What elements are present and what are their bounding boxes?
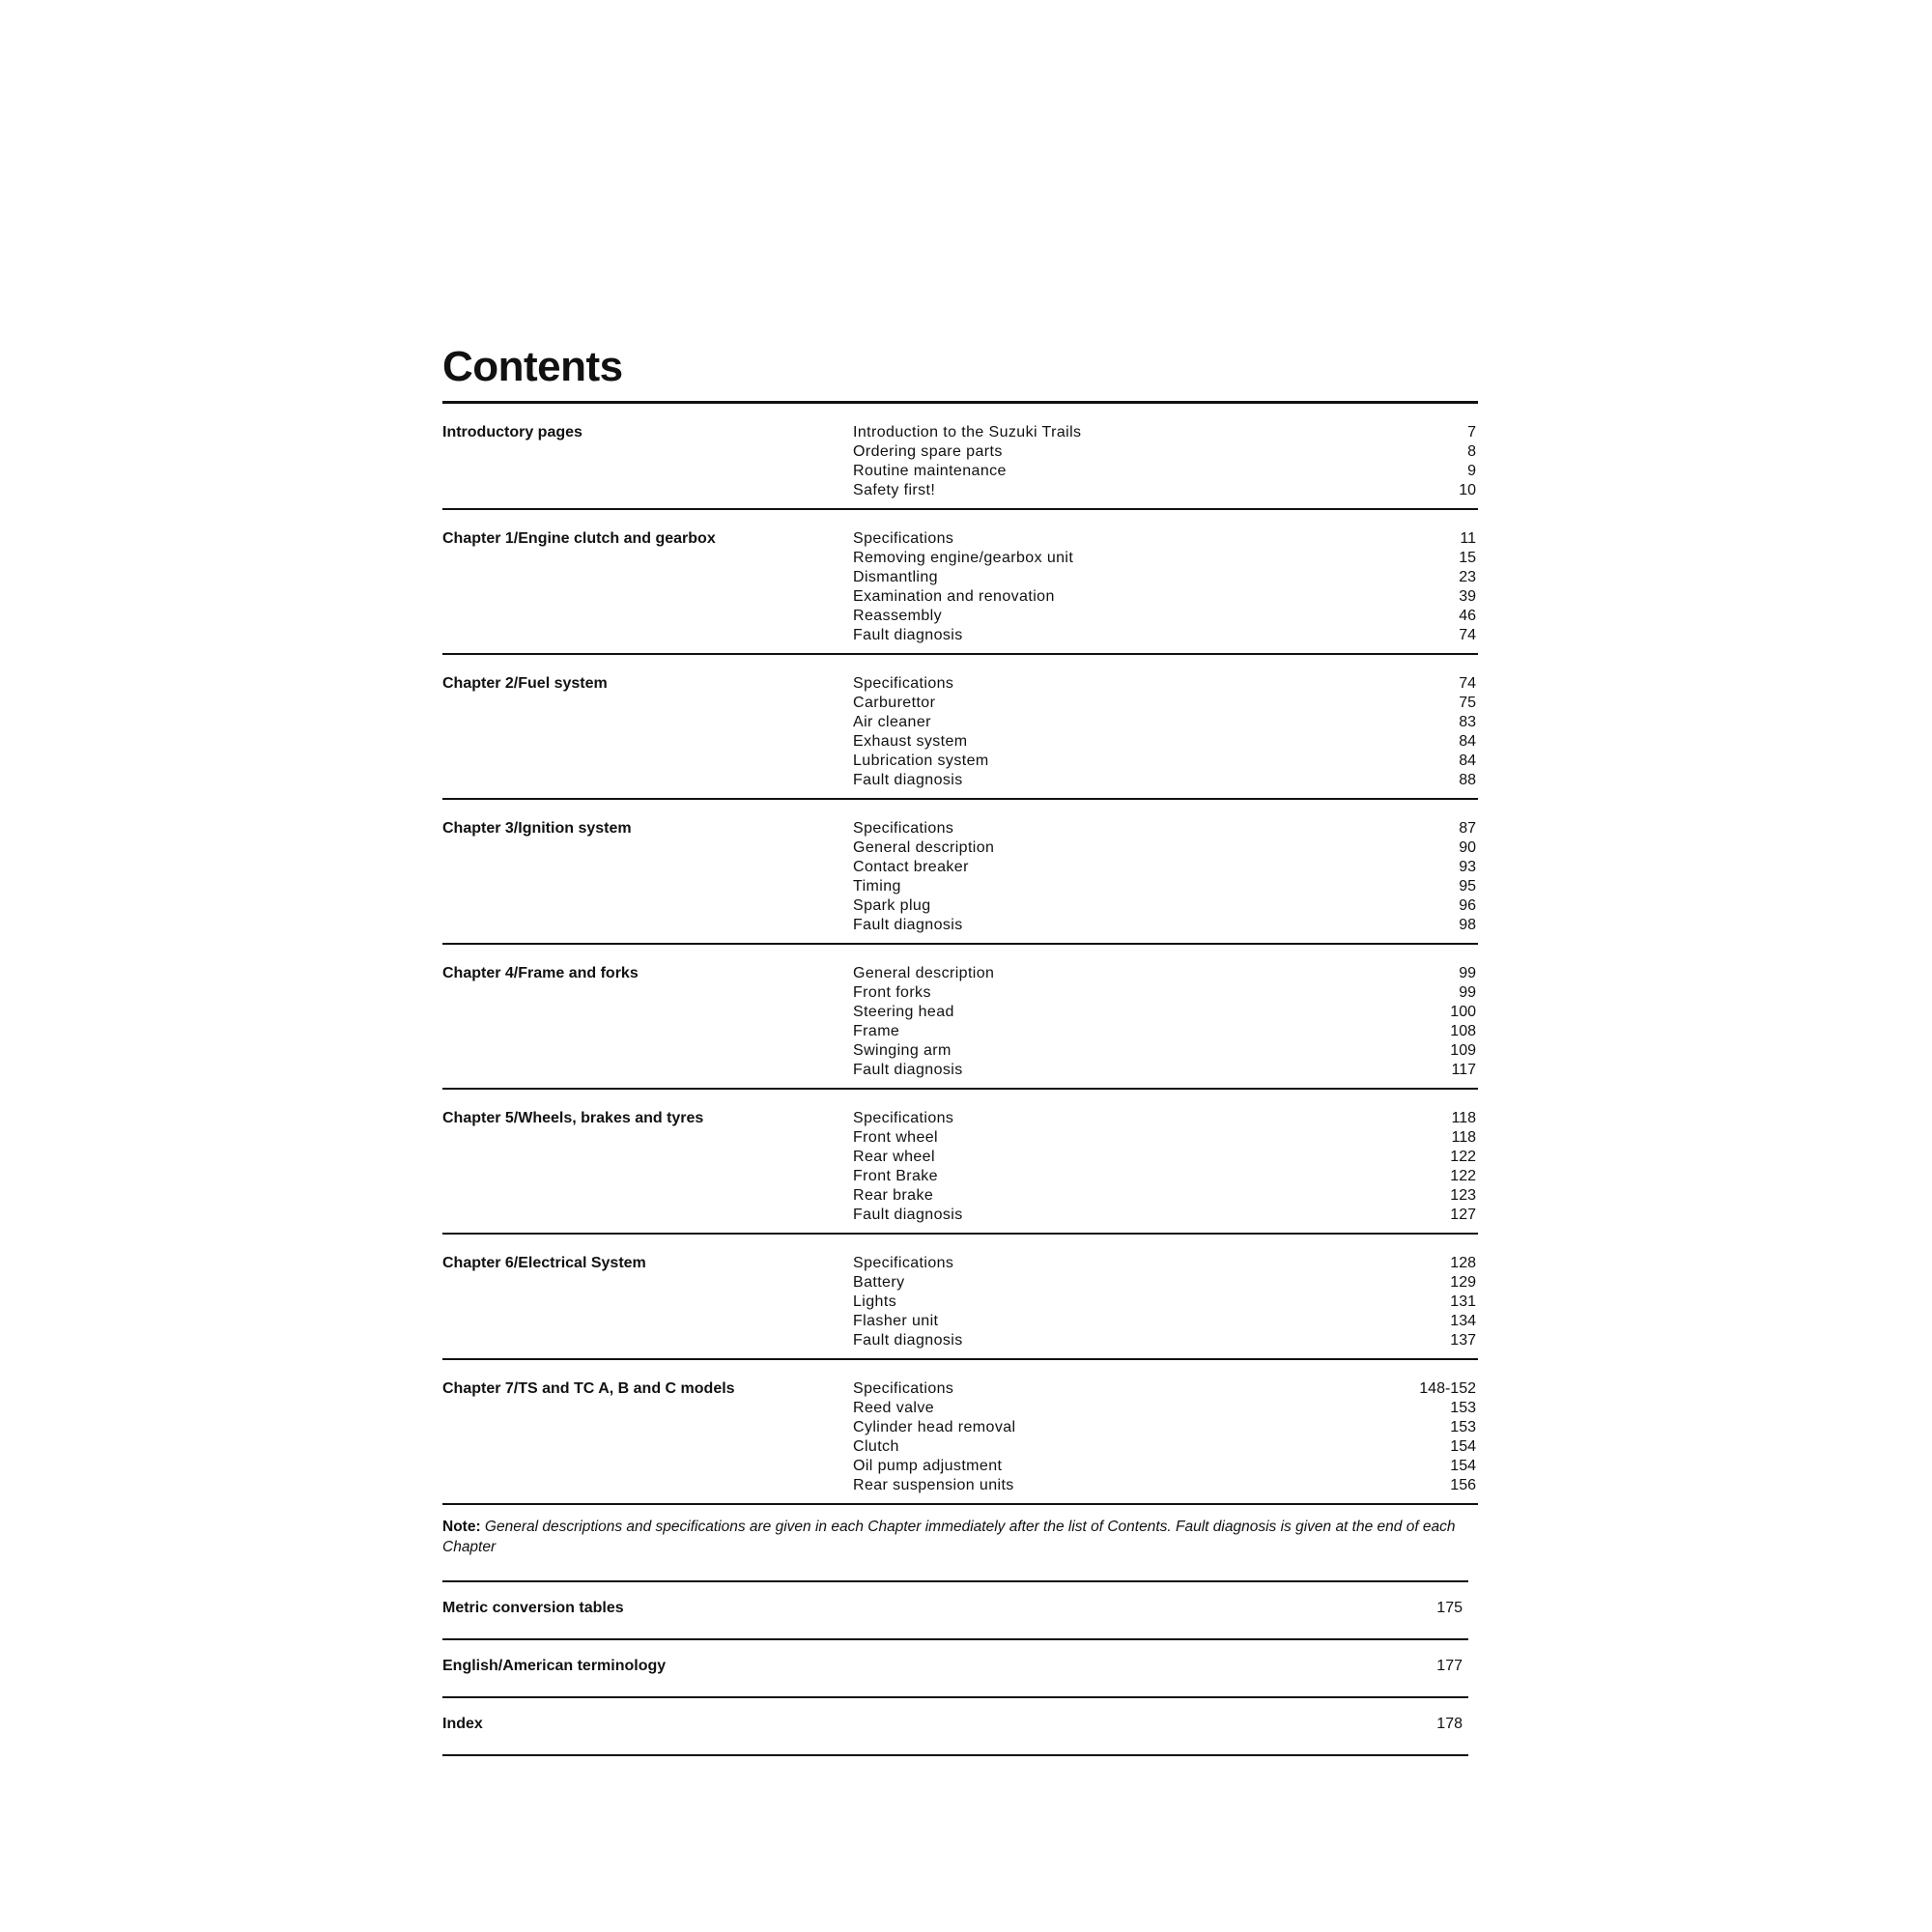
contents-section (442, 1360, 1478, 1505)
entry-label: Timing (853, 878, 901, 895)
contents-note (442, 1505, 1468, 1582)
contents-section (442, 404, 1478, 510)
contents-entry (853, 462, 1478, 481)
entry-page-number: 156 (1450, 1477, 1476, 1493)
section-title: Introductory pages (442, 424, 582, 440)
entry-page-number: 96 (1459, 897, 1476, 914)
entry-label: General description (853, 965, 995, 981)
appendix-page-number: 177 (1436, 1658, 1463, 1674)
entry-label: Fault diagnosis (853, 1207, 963, 1223)
entry-page-number: 154 (1450, 1438, 1476, 1455)
entry-page-number: 7 (1467, 424, 1476, 440)
appendix-page-number: 175 (1436, 1600, 1463, 1616)
section-entries (853, 529, 1478, 645)
appendix-row (442, 1640, 1468, 1698)
entry-label: Fault diagnosis (853, 1062, 963, 1078)
contents-entry (853, 423, 1478, 442)
entry-label: Oil pump adjustment (853, 1458, 1003, 1474)
entry-label: Specifications (853, 1380, 954, 1397)
note-lead: Note: (442, 1519, 481, 1535)
contents-entry (853, 983, 1478, 1003)
section-title: Chapter 3/Ignition system (442, 820, 632, 837)
section-title: Chapter 5/Wheels, brakes and tyres (442, 1110, 704, 1126)
contents-entry (853, 1476, 1478, 1495)
contents-entry (853, 481, 1478, 500)
entry-label: Carburettor (853, 695, 936, 711)
contents-page (442, 343, 1478, 1756)
section-entries (853, 1254, 1478, 1350)
contents-entry (853, 674, 1478, 694)
entry-page-number: 74 (1459, 627, 1476, 643)
entry-label: General description (853, 839, 995, 856)
appendix-list (442, 1582, 1478, 1756)
entry-label: Front forks (853, 984, 931, 1001)
contents-entry (853, 568, 1478, 587)
entry-label: Swinging arm (853, 1042, 952, 1059)
entry-label: Examination and renovation (853, 588, 1055, 605)
entry-page-number: 11 (1460, 530, 1476, 547)
contents-entry (853, 916, 1478, 935)
contents-entry (853, 1061, 1478, 1080)
entry-page-number: 46 (1459, 608, 1476, 624)
entry-page-number: 128 (1450, 1255, 1476, 1271)
contents-entry (853, 877, 1478, 896)
entry-label: Dismantling (853, 569, 938, 585)
section-entries (853, 964, 1478, 1080)
contents-entry (853, 1022, 1478, 1041)
contents-section (442, 945, 1478, 1090)
entry-page-number: 99 (1459, 984, 1476, 1001)
contents-entry (853, 771, 1478, 790)
contents-entry (853, 752, 1478, 771)
entry-page-number: 74 (1459, 675, 1476, 692)
note-body: General descriptions and specifications are given in each Chapter immediately after the list of Contents. Fault diagnosis is given at the end of each Chapter (442, 1519, 1456, 1555)
appendix-row (442, 1698, 1468, 1756)
appendix-title: Index (442, 1716, 483, 1732)
contents-entry (853, 1312, 1478, 1331)
contents-entry (853, 1148, 1478, 1167)
contents-entry (853, 1418, 1478, 1437)
entry-page-number: 8 (1467, 443, 1476, 460)
entry-page-number: 123 (1450, 1187, 1476, 1204)
section-title: Chapter 2/Fuel system (442, 675, 608, 692)
contents-entry (853, 819, 1478, 838)
contents-section (442, 510, 1478, 655)
appendix-title: English/American terminology (442, 1658, 667, 1674)
contents-section (442, 800, 1478, 945)
entry-label: Fault diagnosis (853, 1332, 963, 1349)
contents-entry (853, 1186, 1478, 1206)
contents-entry (853, 1003, 1478, 1022)
entry-label: Air cleaner (853, 714, 931, 730)
appendix-page-number: 178 (1436, 1716, 1463, 1732)
entry-page-number: 23 (1459, 569, 1476, 585)
entry-page-number: 15 (1459, 550, 1476, 566)
entry-label: Removing engine/gearbox unit (853, 550, 1074, 566)
contents-entry (853, 1206, 1478, 1225)
entry-page-number: 93 (1459, 859, 1476, 875)
section-entries (853, 819, 1478, 935)
entry-label: Fault diagnosis (853, 627, 963, 643)
entry-label: Fault diagnosis (853, 772, 963, 788)
contents-entry (853, 858, 1478, 877)
entry-label: Battery (853, 1274, 905, 1291)
entry-page-number: 75 (1459, 695, 1476, 711)
entry-page-number: 129 (1450, 1274, 1476, 1291)
contents-entry (853, 896, 1478, 916)
entry-label: Introduction to the Suzuki Trails (853, 424, 1082, 440)
contents-sections (442, 404, 1478, 1505)
entry-page-number: 137 (1450, 1332, 1476, 1349)
entry-label: Reassembly (853, 608, 943, 624)
appendix-title: Metric conversion tables (442, 1600, 624, 1616)
section-title: Chapter 7/TS and TC A, B and C models (442, 1380, 735, 1397)
contents-entry (853, 1128, 1478, 1148)
contents-entry (853, 1254, 1478, 1273)
contents-entry (853, 732, 1478, 752)
contents-entry (853, 587, 1478, 607)
entry-page-number: 10 (1459, 482, 1476, 498)
entry-page-number: 154 (1450, 1458, 1476, 1474)
entry-page-number: 84 (1459, 733, 1476, 750)
section-title: Chapter 1/Engine clutch and gearbox (442, 530, 716, 547)
contents-section (442, 1235, 1478, 1360)
contents-entry (853, 1109, 1478, 1128)
entry-page-number: 95 (1459, 878, 1476, 895)
contents-entry (853, 607, 1478, 626)
entry-page-number: 88 (1459, 772, 1476, 788)
entry-page-number: 118 (1451, 1129, 1476, 1146)
entry-page-number: 148-152 (1419, 1380, 1476, 1397)
entry-label: Rear suspension units (853, 1477, 1014, 1493)
contents-entry (853, 1041, 1478, 1061)
contents-entry (853, 1273, 1478, 1293)
entry-label: Specifications (853, 820, 954, 837)
entry-page-number: 127 (1450, 1207, 1476, 1223)
entry-label: Front Brake (853, 1168, 938, 1184)
entry-label: Safety first! (853, 482, 936, 498)
entry-page-number: 153 (1450, 1400, 1476, 1416)
entry-label: Spark plug (853, 897, 931, 914)
entry-label: Rear brake (853, 1187, 934, 1204)
contents-entry (853, 529, 1478, 549)
contents-entry (853, 1331, 1478, 1350)
contents-entry (853, 1379, 1478, 1399)
contents-entry (853, 1399, 1478, 1418)
entry-label: Specifications (853, 1255, 954, 1271)
entry-label: Flasher unit (853, 1313, 939, 1329)
section-entries (853, 1379, 1478, 1495)
entry-page-number: 131 (1450, 1293, 1476, 1310)
appendix-row (442, 1582, 1468, 1640)
entry-label: Fault diagnosis (853, 917, 963, 933)
entry-page-number: 83 (1459, 714, 1476, 730)
section-entries (853, 423, 1478, 500)
entry-page-number: 90 (1459, 839, 1476, 856)
page-title: Contents (442, 343, 623, 390)
contents-entry (853, 1293, 1478, 1312)
entry-label: Reed valve (853, 1400, 935, 1416)
entry-label: Specifications (853, 1110, 954, 1126)
contents-entry (853, 626, 1478, 645)
entry-label: Lights (853, 1293, 897, 1310)
contents-entry (853, 838, 1478, 858)
entry-page-number: 99 (1459, 965, 1476, 981)
entry-label: Specifications (853, 675, 954, 692)
entry-page-number: 117 (1451, 1062, 1476, 1078)
entry-label: Specifications (853, 530, 954, 547)
entry-label: Routine maintenance (853, 463, 1007, 479)
entry-page-number: 122 (1450, 1168, 1476, 1184)
contents-entry (853, 713, 1478, 732)
section-title: Chapter 6/Electrical System (442, 1255, 646, 1271)
entry-page-number: 122 (1450, 1149, 1476, 1165)
entry-label: Clutch (853, 1438, 899, 1455)
entry-page-number: 39 (1459, 588, 1476, 605)
entry-page-number: 108 (1450, 1023, 1476, 1039)
contents-section (442, 655, 1478, 800)
section-entries (853, 1109, 1478, 1225)
entry-label: Rear wheel (853, 1149, 935, 1165)
entry-page-number: 9 (1467, 463, 1476, 479)
entry-page-number: 118 (1451, 1110, 1476, 1126)
contents-entry (853, 1437, 1478, 1457)
section-entries (853, 674, 1478, 790)
contents-entry (853, 964, 1478, 983)
contents-section (442, 1090, 1478, 1235)
entry-page-number: 134 (1450, 1313, 1476, 1329)
entry-label: Frame (853, 1023, 900, 1039)
entry-label: Lubrication system (853, 753, 989, 769)
entry-page-number: 87 (1459, 820, 1476, 837)
entry-page-number: 98 (1459, 917, 1476, 933)
contents-entry (853, 694, 1478, 713)
contents-entry (853, 1457, 1478, 1476)
entry-label: Cylinder head removal (853, 1419, 1016, 1435)
entry-page-number: 109 (1450, 1042, 1476, 1059)
entry-label: Exhaust system (853, 733, 968, 750)
entry-page-number: 84 (1459, 753, 1476, 769)
contents-entry (853, 1167, 1478, 1186)
contents-entry (853, 442, 1478, 462)
entry-page-number: 100 (1450, 1004, 1476, 1020)
entry-label: Contact breaker (853, 859, 969, 875)
entry-label: Ordering spare parts (853, 443, 1003, 460)
entry-page-number: 153 (1450, 1419, 1476, 1435)
entry-label: Front wheel (853, 1129, 938, 1146)
section-title: Chapter 4/Frame and forks (442, 965, 639, 981)
entry-label: Steering head (853, 1004, 954, 1020)
contents-entry (853, 549, 1478, 568)
